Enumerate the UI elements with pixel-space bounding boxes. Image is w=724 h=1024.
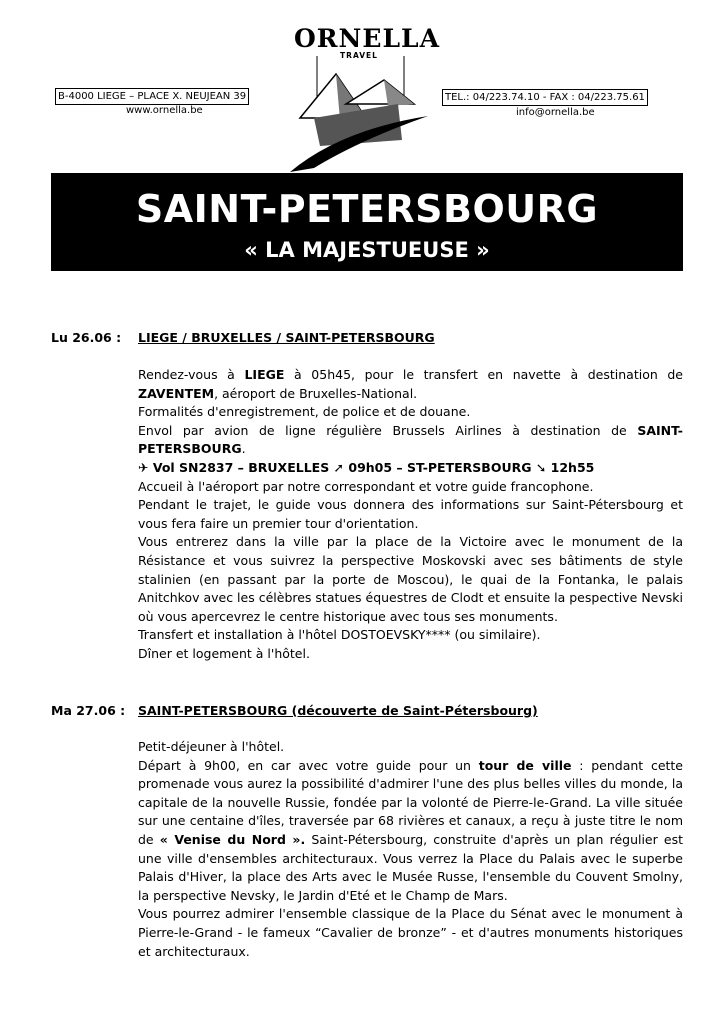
brand-subtitle: TRAVEL (340, 51, 378, 60)
day-1-paragraph: Transfert et installation à l'hôtel DOSTOEVSKY**** (ou similaire). (138, 627, 541, 643)
page-title: SAINT-PETERSBOURG (135, 187, 599, 231)
website-link[interactable]: www.ornella.be (126, 105, 203, 116)
day-1-paragraph: Pendant le trajet, le guide vous donnera des informations sur Saint-Pétersbourg et vous fera faire un premier tour d'orientation. (138, 497, 683, 531)
day-2-date: Ma 27.06 : (51, 703, 126, 718)
day-2-title: SAINT-PETERSBOURG (découverte de Saint-Pétersbourg) (138, 703, 538, 718)
page-subtitle: « LA MAJESTUEUSE » (244, 238, 490, 262)
logo-pyramid-right-shade (384, 80, 414, 106)
day-1-title: LIEGE / BRUXELLES / SAINT-PETERSBOURG (138, 330, 435, 345)
day-1-paragraph: Accueil à l'aéroport par notre correspondant et votre guide francophone. (138, 478, 594, 494)
day-2-paragraph: Petit-déjeuner à l'hôtel. (138, 739, 285, 754)
day-1-paragraph: Dîner et logement à l'hôtel. (138, 645, 310, 661)
title-banner (51, 173, 683, 271)
address-box: B-4000 LIEGE – PLACE X. NEUJEAN 39 (55, 88, 249, 105)
brand-name: ORNELLA (294, 24, 441, 53)
day-1-paragraph: Formalités d'enregistrement, de police et de douane. (138, 404, 471, 420)
day-2-body (138, 738, 683, 961)
day-2-paragraph: Départ à 9h00, en car avec votre guide pour un tour de ville : pendant cette promenade vous aurez la possibilité d'admirer l'une des plus belles villes du monde, la capitale de la nouvelle Russie, fondée par la volonté de Pierre-le-Grand. La ville située sur une centaine d'îles, traversée par 68 rivières et canaux, a reçu à juste titre le nom de « Venise du Nord ». Saint-Pétersbourg, construite d'après un plan régulier est une ville d'ensembles architecturaux. Vous verrez la Place du Palais avec le superbe Palais d'Hiver, la place des Arts avec le Musée Russe, l'ensemble du Couvent Smolny, la perspective Nevsky, le Jardin d'Eté et le Champ de Mars. (138, 757, 683, 903)
day-1-paragraph: Vous entrerez dans la ville par la place de la Victoire avec le monument de la Résistance et vous suivrez la perspective Moskovski avec ses bâtiments de style stalinien (en passant par la porte de Moscou), le quai de la Fontanka, le palais Anitchkov avec les célèbres statues équestres de Clodt et ensuite la pespective Nevski où vous apercevrez le centre historique avec tous ses monuments. (138, 534, 683, 624)
day-1-date: Lu 26.06 : (51, 330, 122, 345)
phone-fax-box: TEL.: 04/223.74.10 - FAX : 04/223.75.61 (442, 89, 648, 106)
flight-info: ✈ Vol SN2837 – BRUXELLES ➚ 09h05 – ST-PETERSBOURG ➘ 12h55 (138, 459, 595, 475)
day-1-paragraph: Rendez-vous à LIEGE à 05h45, pour le transfert en navette à destination de ZAVENTEM, aéroport de Bruxelles-National. (138, 367, 683, 401)
day-2-paragraph: Vous pourrez admirer l'ensemble classique de la Place du Sénat avec le monument à Pierre-le-Grand - le fameux “Cavalier de bronze” - et d'autres monuments historiques et architecturaux. (138, 906, 683, 959)
day-1-body (138, 366, 683, 664)
day-1-paragraph: Envol par avion de ligne régulière Brussels Airlines à destination de SAINT-PETERSBOURG. (138, 422, 683, 457)
email-link[interactable]: info@ornella.be (516, 107, 595, 118)
